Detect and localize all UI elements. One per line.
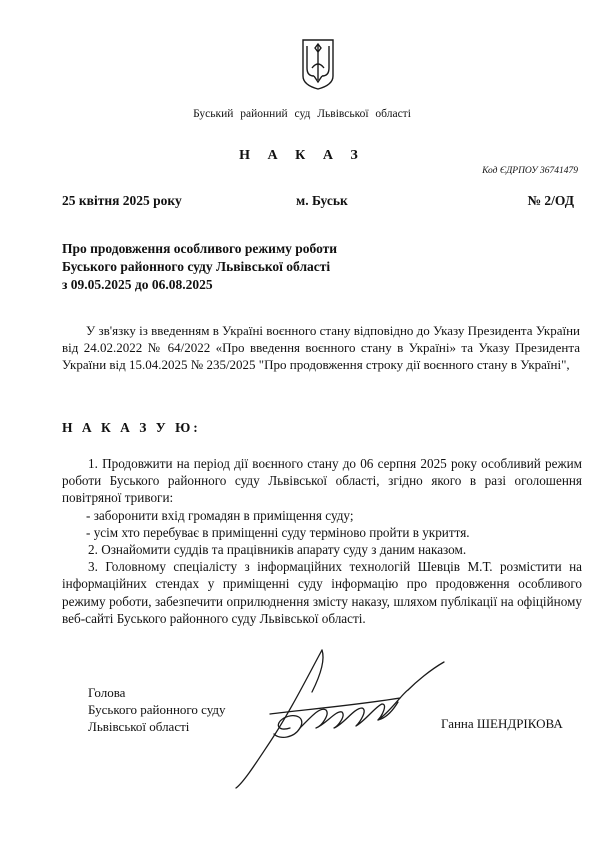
trident-emblem-icon — [301, 38, 335, 90]
court-name: Буський районний суд Львівської області — [193, 108, 411, 120]
order-heading: Н А К А З У Ю: — [62, 420, 201, 435]
signatory-title-line-2: Буського районного суду — [88, 702, 226, 717]
order-number: № 2/ОД — [527, 193, 574, 208]
subject-line-2: Буського районного суду Львівської області — [62, 259, 331, 274]
subject-line-1: Про продовження особливого режиму роботи — [62, 241, 338, 256]
subject-line-3: з 09.05.2025 до 06.08.2025 — [62, 277, 213, 292]
order-item-3: 3. Головному спеціалісту з інформаційних технологій Шевців М.Т. розмістити на інформаційних стендах у приміщенні суду інформацію про продовження особливого режиму роботи, забезпечити оприлюднення змісту наказу, шляхом публікації на офіційному веб-сайті Буського районного суду Львівської області. — [62, 559, 582, 626]
order-date: 25 квітня 2025 року — [62, 193, 182, 208]
preamble-paragraph: У зв'язку із введенням в Україні воєнного стану відповідно до Указу Президента України від 24.02.2022 № 64/2022 «Про введення воєнного стану в Україні» та Указу Президента України від 15.04.2025 № 235/2025 "Про продовження строку дії воєнного стану в Україні", — [62, 323, 580, 372]
order-city: м. Буськ — [296, 193, 348, 208]
order-item-1-dash-1: - заборонити вхід громадян в приміщення суду; — [86, 507, 354, 523]
order-item-1: 1. Продовжити на період дії воєнного стану до 06 серпня 2025 року особливий режим роботи Буського районного суду Львівської області, згідно якого в разі оголошення повітряної тривоги: — [62, 456, 582, 506]
order-subject — [62, 240, 337, 294]
signatory-title — [88, 684, 226, 735]
signatory-title-line-3: Львівської області — [88, 719, 190, 734]
signer-name: Ганна ШЕНДРІКОВА — [441, 716, 563, 731]
order-items — [62, 455, 582, 627]
document-type-title: Н А К А З — [239, 148, 365, 163]
edrpou-code: Код ЄДРПОУ 36741479 — [482, 166, 578, 176]
order-item-1-dash-2: - усім хто перебуває в приміщенні суду терміново пройти в укриття. — [86, 524, 470, 540]
signatory-title-line-1: Голова — [88, 685, 126, 700]
handwritten-signature-icon — [230, 632, 460, 792]
order-item-2: 2. Ознайомити суддів та працівників апарату суду з даним наказом. — [88, 542, 467, 558]
